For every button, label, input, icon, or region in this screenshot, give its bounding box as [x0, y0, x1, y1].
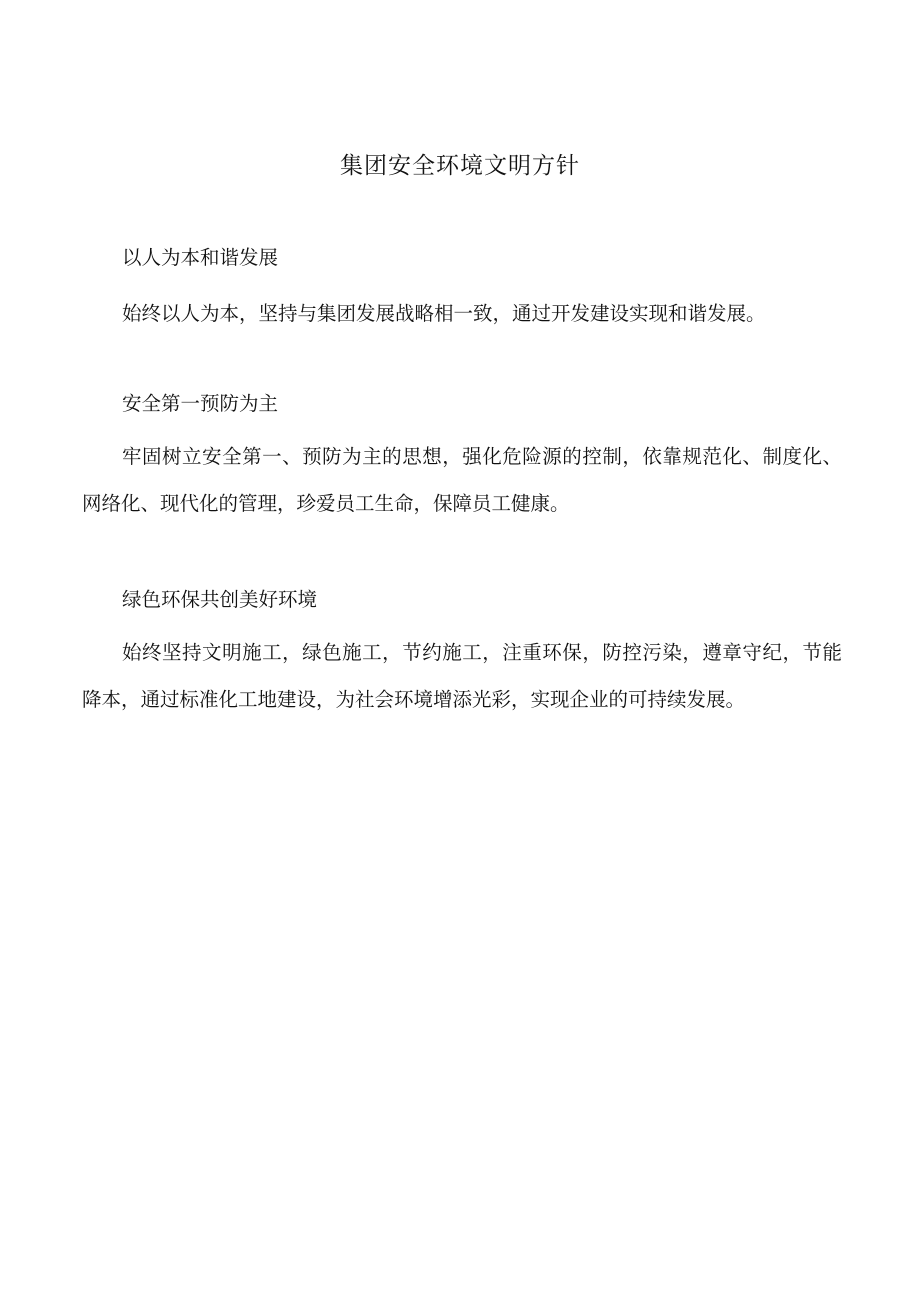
policy-section: [82, 244, 842, 337]
section-body: 牢固树立安全第一、预防为主的思想，强化危险源的控制，依靠规范化、制度化、网络化、现代化的管理，珍爱员工生命，保障员工健康。: [82, 445, 842, 515]
document-title: 集团安全环境文明方针: [340, 153, 580, 179]
section-heading: 绿色环保共创美好环境: [122, 588, 318, 611]
section-heading: 以人为本和谐发展: [122, 246, 279, 269]
policy-section: [82, 390, 842, 527]
section-body: 始终以人为本，坚持与集团发展战略相一致，通过开发建设实现和谐发展。: [122, 302, 766, 325]
policy-section: [82, 586, 842, 723]
section-body: 始终坚持文明施工，绿色施工，节约施工，注重环保，防控污染，遵章守纪，节能降本，通过标准化工地建设，为社会环境增添光彩，实现企业的可持续发展。: [82, 641, 842, 711]
section-heading: 安全第一预防为主: [122, 392, 279, 415]
